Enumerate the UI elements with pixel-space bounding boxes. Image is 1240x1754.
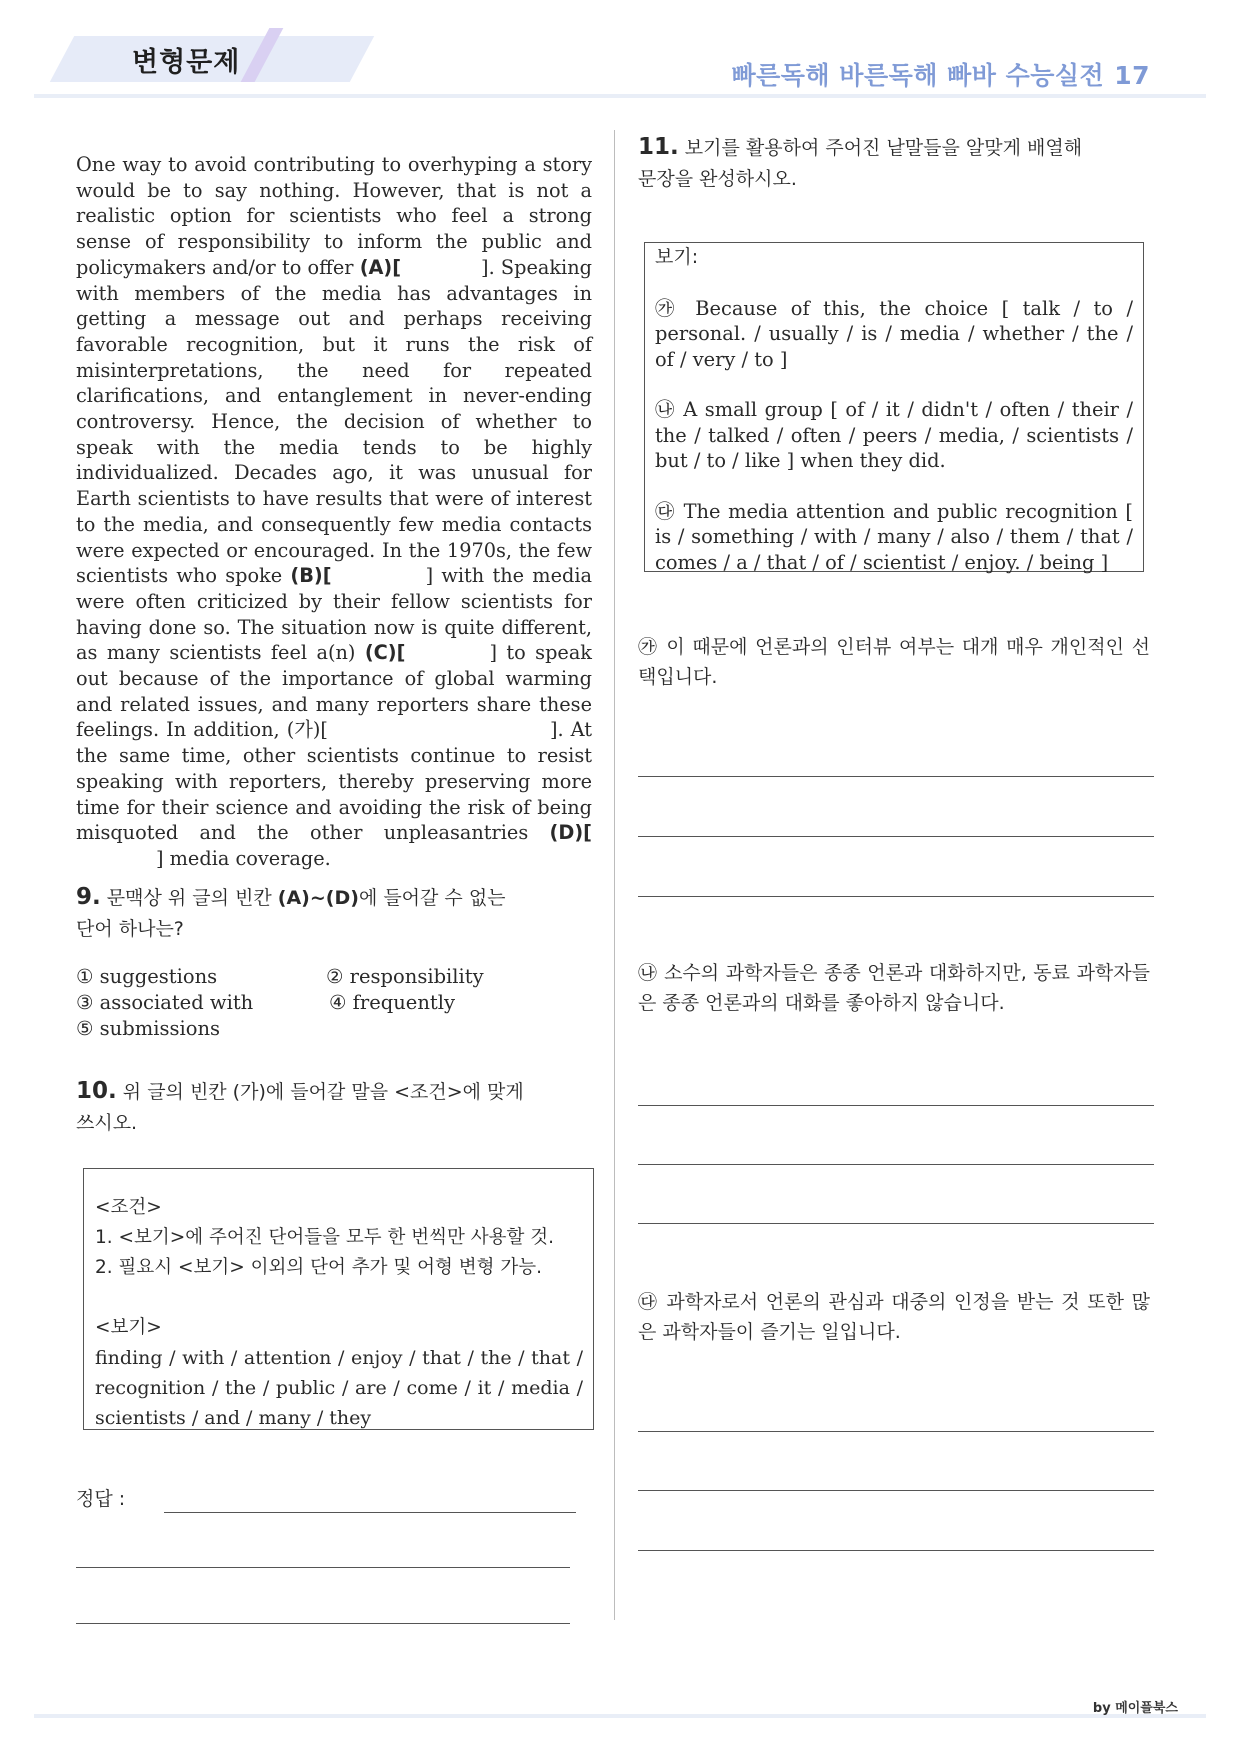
question-number: 11.	[638, 134, 679, 160]
scramble-item-da: ㉰ The media attention and public recognition [ is / something / with / many / also / them / that / comes / a / that / of / scientist / enjoy. / being ]	[655, 499, 1133, 574]
question-text-bold: (A)~(D)	[277, 887, 359, 909]
scramble-item-na: ㉯ A small group [ of / it / didn't / often / their / the / talked / often / peers / media, / scientists / but / to / like ] when they did.	[655, 398, 1133, 472]
footer-credit: by 메이플북스	[1092, 1701, 1178, 1716]
question-text: 문장을 완성하시오.	[638, 168, 797, 190]
answer-line[interactable]	[638, 1431, 1154, 1432]
question-text: 위 글의 빈칸 (가)에 들어갈 말을 <조건>에 맞게	[122, 1081, 524, 1103]
answer-label: 정답 :	[76, 1488, 126, 1510]
question-9	[76, 882, 596, 945]
passage-text: ] media coverage.	[156, 846, 331, 870]
passage-text: ] with the media were often criticized by their fellow scientists for having done so. The situation now is quite different, as many scientists feel a(n)	[76, 564, 592, 665]
question-number: 10.	[76, 1078, 117, 1104]
passage-text: ]. Speaking with members of the media has advantages in getting a message out and perhaps receiving favorable recognition, but it runs the risk of misinterpretations, the need for repeated clarifications, and entanglement in never-ending controversy. Hence, the decision of whether to speak with the media tends to be highly individualized. Decades ago, it was unusual for Earth scientists to have results that were of interest to the media, and consequently few media contacts were expected or encouraged. In the 1970s, the few scientists who spoke	[76, 255, 592, 588]
question-text: 보기를 활용하여 주어진 낱말들을 알맞게 배열해	[684, 137, 1083, 159]
footer-rule	[34, 1714, 1206, 1718]
answer-line[interactable]	[638, 836, 1154, 837]
answer-line[interactable]	[76, 1623, 570, 1624]
header-rule	[34, 94, 1206, 98]
answer-line[interactable]	[638, 1550, 1154, 1551]
answer-line[interactable]	[638, 1223, 1154, 1224]
question-text: 문맥상 위 글의 빈칸	[106, 887, 278, 909]
blank-d: (D)[	[549, 821, 592, 845]
answer-line[interactable]	[164, 1512, 576, 1513]
question-10	[76, 1076, 596, 1139]
korean-prompt-ga: ㉮ 이 때문에 언론과의 인터뷰 여부는 대개 매우 개인적인 선택입니다.	[638, 636, 1150, 688]
option-3[interactable]: ③ associated with	[76, 991, 254, 1014]
passage-text: ]. At the same time, other scientists continue to resist speaking with reporters, thereby preserving more time for their science and avoiding the risk of being misquoted and the other unpleasantries	[76, 718, 592, 845]
blank-c: (C)[	[364, 641, 406, 665]
answer-line[interactable]	[638, 776, 1154, 777]
question-text: 쓰시오.	[76, 1112, 138, 1134]
answer-line[interactable]	[76, 1567, 570, 1568]
question-number: 9.	[76, 884, 101, 910]
conditions-box	[83, 1168, 594, 1430]
header-tag: 변형문제	[132, 47, 241, 78]
option-4[interactable]: ④ frequently	[329, 991, 455, 1014]
scramble-item-ga: ㉮ Because of this, the choice [ talk / to / personal. / usually / is / media / whether / the / of / very / to ]	[655, 296, 1133, 371]
passage-text: ] to speak out because of the importance of global warming and related issues, and many reporters share these feelings. In addition, (가)[	[76, 641, 592, 742]
conditions-title: <조건>	[95, 1197, 162, 1218]
column-divider	[614, 130, 615, 1620]
korean-prompt-na: ㉯ 소수의 과학자들은 종종 언론과 대화하지만, 동료 과학자들은 종종 언론과의 대화를 좋아하지 않습니다.	[638, 962, 1150, 1014]
series-name: 빠른독해 바른독해 빠바 수능실전	[731, 61, 1105, 90]
series-title	[731, 56, 1150, 92]
page-number: 17	[1114, 61, 1150, 90]
question-text: 에 들어갈 수 없는	[358, 887, 506, 909]
answer-line[interactable]	[638, 1490, 1154, 1491]
option-2[interactable]: ② responsibility	[326, 965, 484, 988]
answer-line[interactable]	[638, 896, 1154, 897]
passage-text: One way to avoid contributing to overhyping a story would be to say nothing. However, that is not a realistic option for scientists who feel a strong sense of responsibility to inform the public and policymakers and/or to offer	[76, 153, 592, 279]
blank-b: (B)[	[290, 564, 332, 588]
option-1[interactable]: ① suggestions	[76, 965, 218, 988]
korean-prompt-da: ㉰ 과학자로서 언론의 관심과 대중의 인정을 받는 것 또한 많은 과학자들이 즐기는 일입니다.	[638, 1291, 1150, 1343]
option-5[interactable]: ⑤ submissions	[76, 1017, 221, 1040]
question-11	[638, 132, 1158, 195]
bogi-box	[644, 242, 1144, 572]
question-text: 단어 하나는?	[76, 918, 184, 940]
word-bank: finding / with / attention / enjoy / that / the / that / recognition / the / public / are / come / it / media / scientists / and / many / they	[95, 1347, 583, 1429]
bogi-title: <보기>	[95, 1317, 162, 1338]
reading-passage	[76, 152, 592, 872]
blank-a: (A)[	[359, 255, 402, 279]
condition-2: 2. 필요시 <보기> 이외의 단어 추가 및 어형 변형 가능.	[95, 1257, 543, 1278]
condition-1: 1. <보기>에 주어진 단어들을 모두 한 번씩만 사용할 것.	[95, 1227, 555, 1248]
answer-line[interactable]	[638, 1105, 1154, 1106]
answer-line[interactable]	[638, 1164, 1154, 1165]
bogi-label: 보기:	[655, 246, 699, 268]
